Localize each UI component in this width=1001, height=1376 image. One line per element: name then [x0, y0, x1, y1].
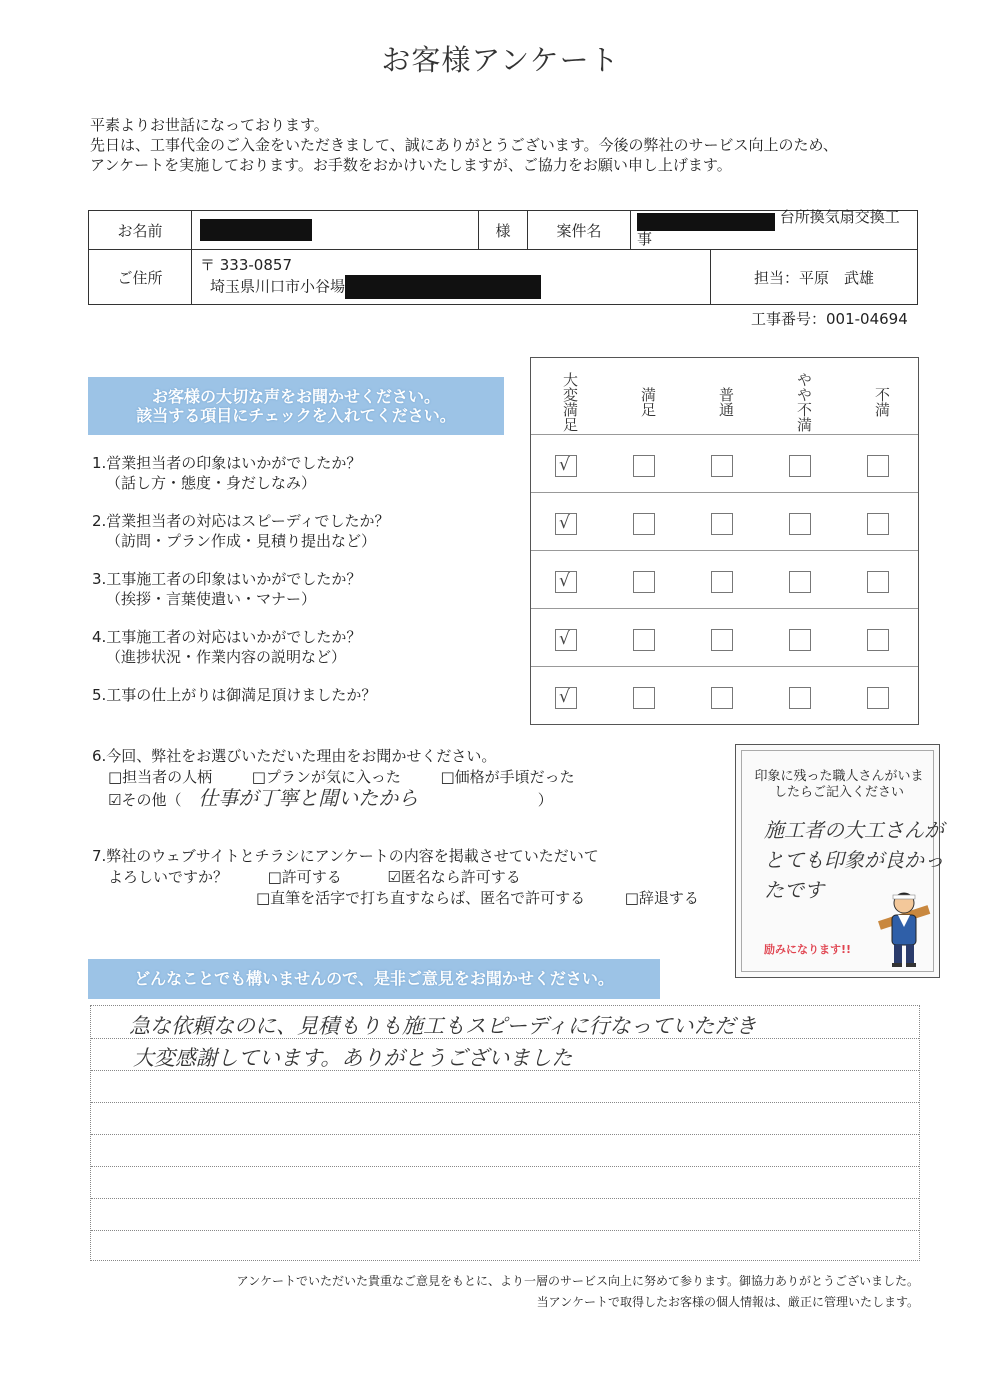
- check-mark: √: [559, 687, 570, 707]
- rating-checkbox[interactable]: [633, 687, 655, 709]
- note-handwritten: 施工者の大工さんが とても印象が良かっ たです: [764, 818, 944, 902]
- name-field: [192, 211, 479, 250]
- intro-text: [90, 115, 838, 175]
- option-retype-anonymous[interactable]: □直筆を活字で打ち直すならば、匿名で許可する: [256, 889, 586, 907]
- rating-checkbox[interactable]: [867, 571, 889, 593]
- address: 埼玉県川口市小谷場: [210, 277, 346, 295]
- question-subtext: （進捗状況・作業内容の説明など）: [106, 648, 347, 666]
- question-text: 5.工事の仕上がりは御満足頂けましたか？: [92, 686, 377, 704]
- rating-checkbox[interactable]: [789, 571, 811, 593]
- rating-checkbox[interactable]: [711, 687, 733, 709]
- rating-checkbox[interactable]: [867, 455, 889, 477]
- option-allow[interactable]: □許可する: [267, 868, 342, 886]
- rating-checkbox[interactable]: [867, 687, 889, 709]
- intro-line: 平素よりお世話になっております。: [90, 116, 329, 134]
- rating-column-header: 大変満足: [561, 372, 579, 432]
- banner-line: お客様の大切な声をお聞かせください。: [151, 387, 440, 406]
- question-6: [92, 746, 575, 811]
- option-decline[interactable]: □辞退する: [624, 889, 699, 907]
- survey-question: [92, 569, 361, 609]
- question-text: 3.工事施工者の印象はいかがでしたか？: [92, 570, 362, 588]
- intro-line: 先日は、工事代金のご入金をいただきまして、誠にありがとうございます。今後の弊社のサービス向上のため、: [90, 136, 838, 154]
- rating-checkbox[interactable]: [633, 455, 655, 477]
- rating-grid: [530, 357, 919, 725]
- paren-close: ）: [537, 791, 553, 809]
- carpenter-illustration: [876, 885, 932, 969]
- option-price[interactable]: □価格が手頃だった: [440, 768, 575, 786]
- check-mark: √: [559, 629, 570, 649]
- check-mark: √: [559, 571, 570, 591]
- case-name: 台所換気扇交換工: [779, 208, 900, 226]
- rating-checkbox[interactable]: [867, 629, 889, 651]
- rating-checkbox[interactable]: [633, 571, 655, 593]
- rating-checkbox[interactable]: [789, 513, 811, 535]
- opinion-handwritten-line: 大変感謝しています。ありがとうございました: [133, 1046, 573, 1070]
- note-label: 印象に残った職人さんがいましたらご記入ください: [754, 769, 924, 800]
- redaction: [345, 275, 541, 299]
- q7-title: 7.弊社のウェブサイトとチラシにアンケートの内容を掲載させていただいて: [92, 847, 599, 865]
- footer-note: アンケートでいただいた貴重なご意見をもとに、より一層のサービス向上に努めて参ります。御協力ありがとうございました。: [236, 1274, 919, 1288]
- cheer-text: 励みになります!!: [764, 943, 852, 956]
- rating-checkbox[interactable]: [867, 513, 889, 535]
- rating-checkbox[interactable]: [789, 455, 811, 477]
- survey-banner: [88, 377, 504, 435]
- banner-line: 該当する項目にチェックを入れてください。: [136, 406, 456, 425]
- question-subtext: （話し方・態度・身だしなみ）: [106, 474, 317, 492]
- rating-checkbox[interactable]: [711, 571, 733, 593]
- option-plan[interactable]: □プランが気に入った: [251, 768, 401, 786]
- footer-privacy: 当アンケートで取得したお客様の個人情報は、厳正に管理いたします。: [536, 1295, 919, 1309]
- other-reason-handwritten: 仕事が丁寧と聞いたから: [198, 786, 419, 810]
- rating-checkbox[interactable]: [711, 629, 733, 651]
- opinion-banner: どんなことでも構いませんので、是非ご意見をお聞かせください。: [88, 959, 660, 999]
- rating-column-header: 普通: [717, 387, 735, 417]
- opinion-handwritten-line: 急な依頼なのに、見積もりも施工もスピーディに行なっていただき: [129, 1014, 757, 1038]
- question-subtext: （挨拶・言葉使遣い・マナー）: [106, 590, 317, 608]
- question-text: 2.営業担当者の対応はスピーディでしたか？: [92, 512, 390, 530]
- question-subtext: （訪問・プラン作成・見積り提出など）: [106, 532, 377, 550]
- redaction: [637, 213, 775, 231]
- rating-checkbox[interactable]: [711, 513, 733, 535]
- craftsman-note-box: [735, 744, 944, 978]
- survey-question: [92, 685, 376, 705]
- question-text: 1.営業担当者の印象はいかがでしたか？: [92, 454, 362, 472]
- rating-checkbox[interactable]: [555, 513, 577, 535]
- question-text: 4.工事施工者の対応はいかがでしたか？: [92, 628, 362, 646]
- rating-checkbox[interactable]: [789, 629, 811, 651]
- rating-checkbox[interactable]: [555, 455, 577, 477]
- opinion-lines: [90, 1005, 920, 1261]
- option-other[interactable]: ☑その他（: [108, 791, 182, 809]
- case-name-wrap: 事: [637, 229, 653, 248]
- case-name-field: [631, 208, 918, 250]
- redaction: [200, 219, 312, 241]
- staff-in-charge: 担当：平原 武雄: [711, 250, 918, 305]
- check-mark: √: [559, 513, 570, 533]
- postal-code: 〒 333-0857: [200, 255, 292, 274]
- rating-checkbox[interactable]: [789, 687, 811, 709]
- construction-number: 工事番号：001-04694: [751, 310, 908, 328]
- name-label: お名前: [89, 211, 192, 250]
- address-label: ご住所: [89, 250, 192, 305]
- survey-question: [92, 627, 361, 667]
- option-anonymous[interactable]: ☑匿名なら許可する: [387, 868, 521, 886]
- rating-checkbox[interactable]: [555, 571, 577, 593]
- rating-checkbox[interactable]: [633, 513, 655, 535]
- page-title: お客様アンケート: [381, 43, 620, 77]
- case-label: 案件名: [528, 211, 631, 250]
- rating-column-header: やや不満: [795, 372, 813, 432]
- check-mark: √: [559, 455, 570, 475]
- rating-checkbox[interactable]: [555, 687, 577, 709]
- sama-label: 様: [479, 211, 528, 250]
- option-staff[interactable]: □担当者の人柄: [108, 768, 213, 786]
- survey-question: [92, 511, 390, 551]
- rating-column-header: 満足: [639, 387, 657, 417]
- q7-line2: よろしいですか？: [108, 868, 229, 886]
- q6-title: 6.今回、弊社をお選びいただいた理由をお聞かせください。: [92, 747, 497, 765]
- rating-checkbox[interactable]: [633, 629, 655, 651]
- survey-question: [92, 453, 361, 493]
- address-field: [192, 250, 711, 305]
- customer-info-table: [88, 210, 918, 305]
- intro-line: アンケートを実施しております。お手数をおかけいたしますが、ご協力をお願い申し上げます。: [90, 156, 732, 174]
- rating-column-header: 不満: [873, 387, 891, 417]
- rating-checkbox[interactable]: [555, 629, 577, 651]
- question-7: [92, 846, 699, 909]
- rating-checkbox[interactable]: [711, 455, 733, 477]
